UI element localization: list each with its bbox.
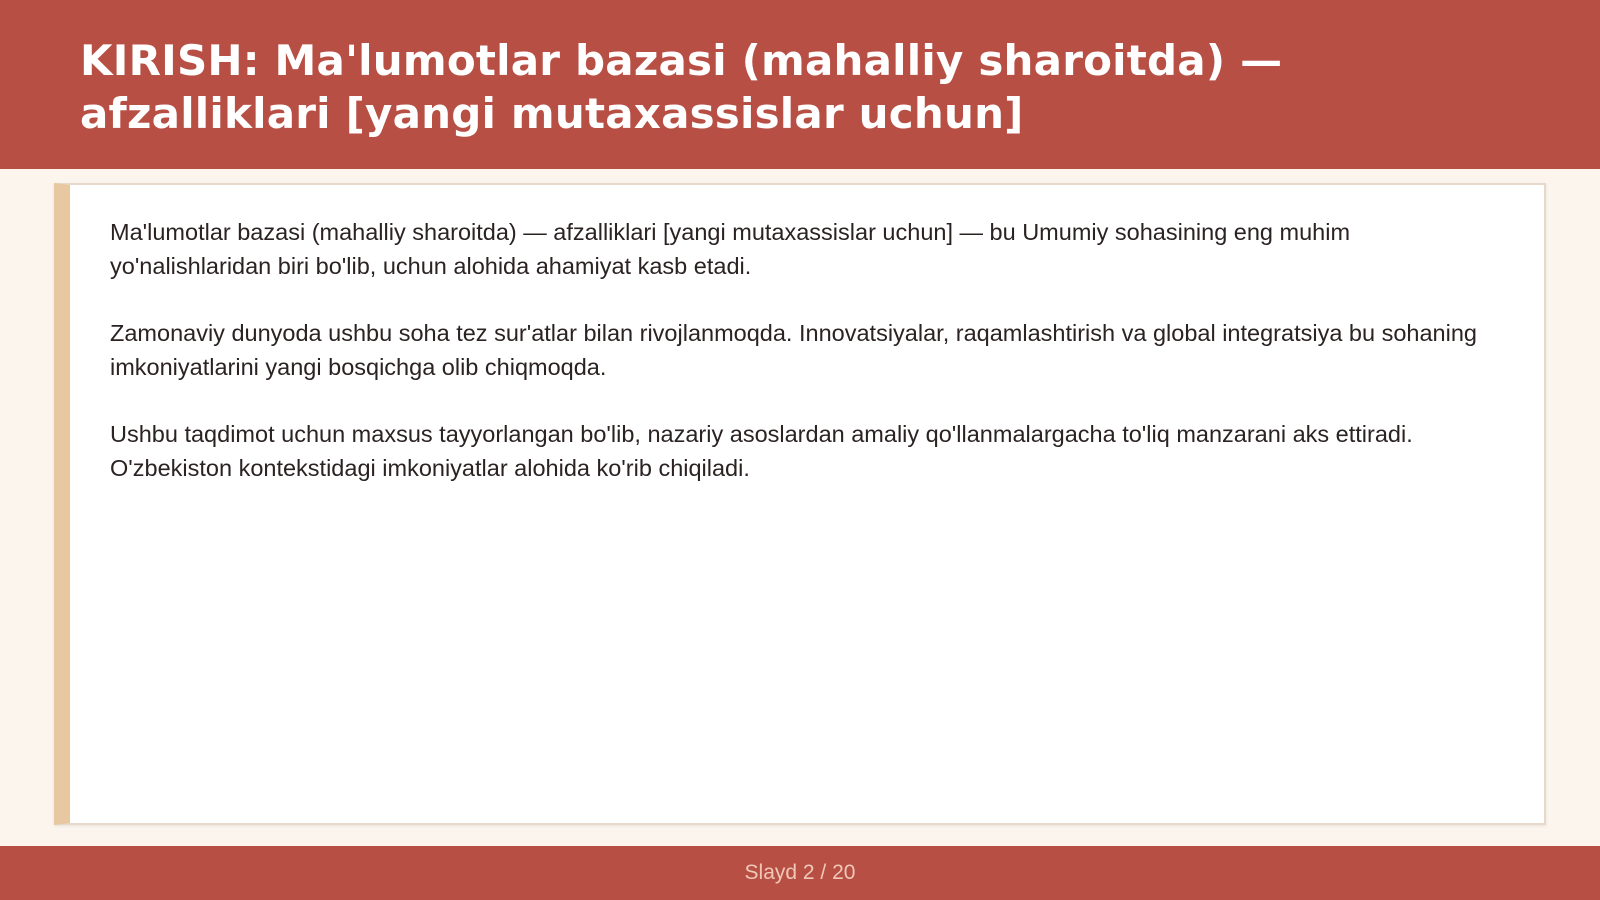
slide-footer: [0, 846, 1600, 900]
content-card: [54, 183, 1546, 825]
slide-counter: Slayd 2 / 20: [744, 861, 856, 884]
paragraph-3: Ushbu taqdimot uchun maxsus tayyorlangan bo'lib, nazariy asoslardan amaliy qo'llanmalargacha to'liq manzarani aks ettiradi. O'zbekiston kontekstidagi imkoniyatlar alohida ko'rib chiqiladi.: [110, 421, 1413, 481]
slide-title: KIRISH: Ma'lumotlar bazasi (mahalliy sharoitda) — afzalliklari [yangi mutaxassislar uchun]: [80, 36, 1283, 138]
paragraph-1: Ma'lumotlar bazasi (mahalliy sharoitda) — afzalliklari [yangi mutaxassislar uchun] — bu Umumiy sohasining eng muhim yo'nalishlaridan biri bo'lib, uchun alohida ahamiyat kasb etadi.: [110, 219, 1351, 279]
slide-header: [0, 0, 1600, 169]
paragraph-2: Zamonaviy dunyoda ushbu soha tez sur'atlar bilan rivojlanmoqda. Innovatsiyalar, raqamlashtirish va global integratsiya bu sohaning imkoniyatlarini yangi bosqichga olib chiqmoqda.: [110, 320, 1477, 380]
